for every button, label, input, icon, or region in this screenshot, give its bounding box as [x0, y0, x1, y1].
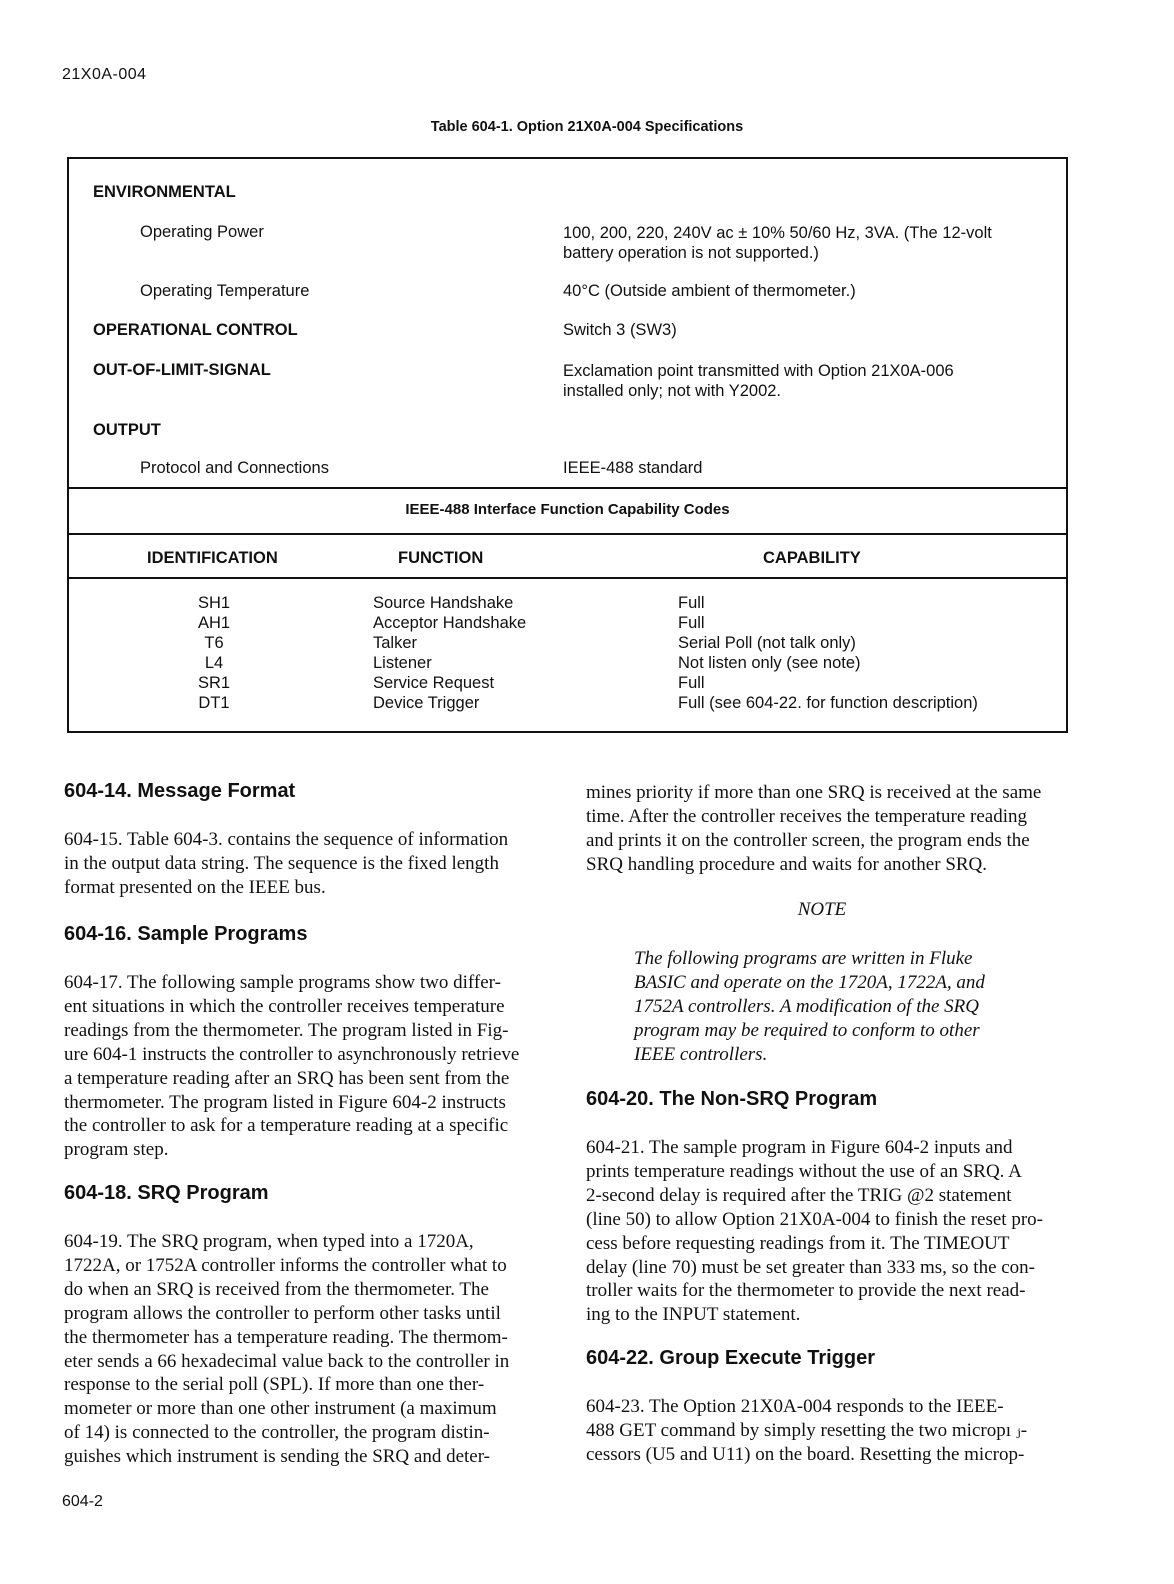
operating-power-value: 100, 200, 220, 240V ac ± 10% 50/60 Hz, 3VA. (The 12-volt battery operation is not supported.) — [563, 224, 992, 262]
spec-table — [67, 157, 1068, 733]
operating-temp-label: Operating Temperature — [140, 282, 310, 300]
operating-power-label: Operating Power — [140, 223, 264, 241]
table-divider — [69, 577, 1066, 579]
paragraph-604-19: 604-19. The SRQ program, when typed into a 1720A, 1722A, or 1752A controller informs the controller what to do when an SRQ is received from the thermometer. The program allows the controller to perform other tasks until the thermometer has a temperature reading. The thermom- eter sends a 66 hexadecimal value back to the controller in response to the serial poll (SPL). If more than one ther- mometer or more than one other instrument (a maximum of 14) is connected to the controller, the program distin- guishes which instrument is sending the SRQ and deter- — [64, 1231, 510, 1468]
ieee-header: IEEE-488 Interface Function Capability Codes — [405, 501, 730, 518]
environmental-label: ENVIRONMENTAL — [93, 183, 236, 201]
table-cell-capability: Serial Poll (not talk only) — [678, 634, 856, 652]
section-heading: 604-16. Sample Programs — [64, 923, 308, 945]
section-heading: 604-14. Message Format — [64, 780, 296, 802]
protocol-value: IEEE-488 standard — [563, 459, 703, 477]
section-heading: 604-20. The Non-SRQ Program — [586, 1088, 878, 1110]
paragraph-604-19-continued: mines priority if more than one SRQ is received at the same time. After the controller receives the temperature reading and prints it on the controller screen, the program ends the SRQ handling procedure and waits for another SRQ. — [586, 782, 1042, 875]
table-title: Table 604-1. Option 21X0A-004 Specifications — [430, 119, 744, 135]
note-title: NOTE — [797, 899, 847, 920]
id-column — [169, 593, 259, 713]
table-cell-id: L4 — [204, 654, 224, 672]
table-cell-capability: Full — [678, 594, 705, 612]
out-of-limit-label: OUT-OF-LIMIT-SIGNAL — [93, 361, 271, 379]
col-header-capability: CAPABILITY — [763, 549, 861, 567]
section-heading: 604-22. Group Execute Trigger — [586, 1347, 875, 1369]
table-cell-capability: Full — [678, 614, 705, 632]
table-cell-id: DT1 — [198, 694, 230, 712]
table-cell-function: Talker — [373, 634, 418, 652]
table-cell-function: Listener — [373, 654, 432, 672]
table-cell-function: Acceptor Handshake — [373, 614, 527, 632]
table-cell-id: SH1 — [197, 594, 231, 612]
operational-control-label: OPERATIONAL CONTROL — [93, 321, 298, 339]
function-column — [373, 593, 526, 713]
table-cell-function: Source Handshake — [373, 594, 514, 612]
col-header-function: FUNCTION — [398, 549, 484, 567]
section-heading: 604-18. SRQ Program — [64, 1182, 269, 1204]
operational-control-value: Switch 3 (SW3) — [563, 321, 677, 339]
table-cell-capability: Not listen only (see note) — [678, 654, 861, 672]
table-divider — [69, 533, 1066, 535]
paragraph-604-17: 604-17. The following sample programs show two differ- ent situations in which the controller receives temperature readings from the thermometer. The program listed in Fig- ure 604-1 instructs the controller to asynchronously retrieve a temperature reading after an SRQ has been sent from the thermometer. The program listed in Figure 604-2 instructs the controller to ask for a temperature reading at a specific program step. — [64, 972, 520, 1161]
table-cell-capability: Full — [678, 674, 705, 692]
col-header-identification: IDENTIFICATION — [147, 549, 278, 567]
page-number: 604-2 — [62, 1493, 103, 1510]
paragraph-604-21: 604-21. The sample program in Figure 604-2 inputs and prints temperature readings without the use of an SRQ. A 2-second delay is required after the TRIG @2 statement (line 50) to allow Option 21X0A-004 to finish the reset pro- cess before requesting readings from it. The TIMEOUT delay (line 70) must be set greater than 333 ms, so the con- troller waits for the thermometer to provide the next read- ing to the INPUT statement. — [586, 1137, 1043, 1326]
table-cell-id: AH1 — [197, 614, 231, 632]
protocol-label: Protocol and Connections — [140, 459, 329, 477]
note-body: The following programs are written in Fluke BASIC and operate on the 1720A, 1722A, and 1752A controllers. A modification of the SRQ program may be required to conform to other IEEE controllers. — [634, 948, 985, 1065]
output-label: OUTPUT — [93, 421, 161, 439]
table-cell-function: Device Trigger — [373, 694, 480, 712]
table-cell-capability: Full (see 604-22. for function description) — [678, 694, 978, 712]
out-of-limit-value: Exclamation point transmitted with Option 21X0A-006 installed only; not with Y2002. — [563, 362, 954, 400]
page-header: 21X0A-004 — [62, 66, 147, 83]
paragraph-604-23: 604-23. The Option 21X0A-004 responds to the IEEE- 488 GET command by simply resetting the two micropı ⱼ- cessors (U5 and U11) on the board. Resetting the microp- — [586, 1396, 1028, 1465]
table-cell-function: Service Request — [373, 674, 495, 692]
table-cell-id: T6 — [204, 634, 224, 652]
table-cell-id: SR1 — [197, 674, 231, 692]
table-divider — [69, 487, 1066, 489]
paragraph-604-15: 604-15. Table 604-3. contains the sequence of information in the output data string. The sequence is the fixed length format presented on the IEEE bus. — [64, 829, 509, 898]
capability-column — [678, 593, 978, 713]
operating-temp-value: 40°C (Outside ambient of thermometer.) — [563, 282, 856, 300]
